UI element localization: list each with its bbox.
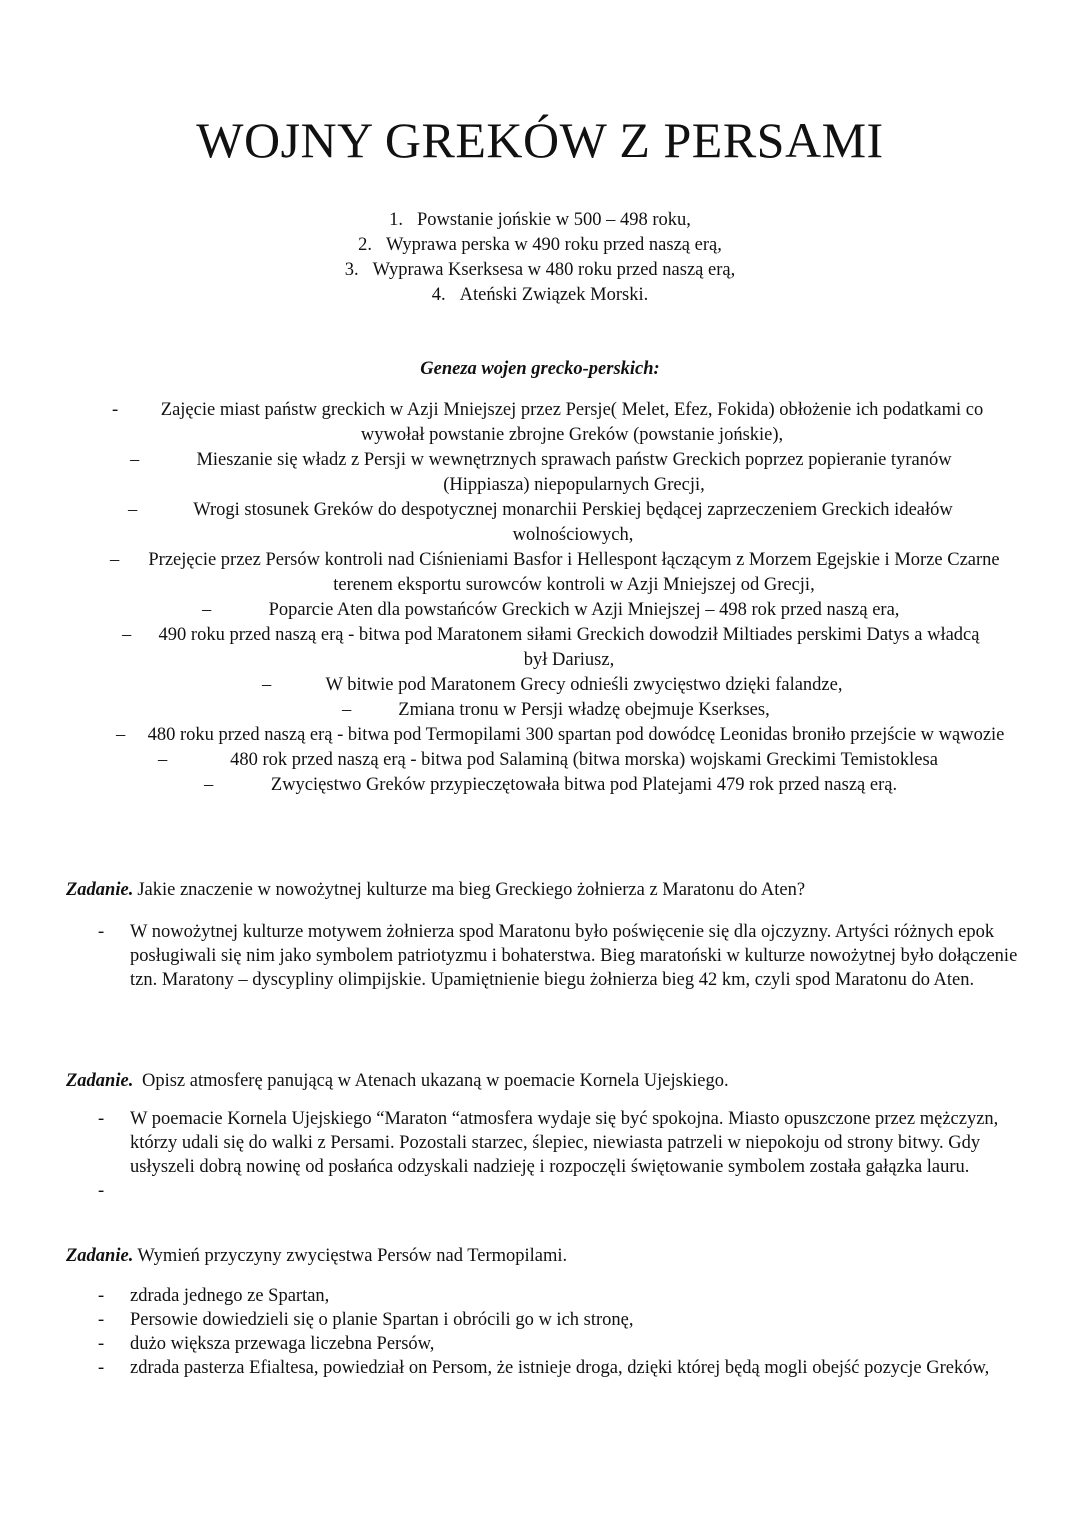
list-item-text: W bitwie pod Maratonem Grecy odnieśli zwycięstwo dzięki falandze,	[325, 675, 843, 695]
topic-number: 3.	[344, 260, 359, 280]
answer-item	[98, 1179, 1020, 1203]
topic-item	[0, 233, 1080, 258]
topic-item	[0, 258, 1080, 283]
page-title: WOJNY GREKÓW Z PERSAMI	[196, 112, 884, 168]
task-question	[66, 1244, 1026, 1268]
list-item	[92, 448, 1022, 498]
task-label: Zadanie.	[66, 880, 134, 900]
task-label: Zadanie.	[66, 1071, 134, 1091]
bullet-dash: -	[98, 1358, 105, 1378]
list-item	[92, 548, 1022, 598]
bullet-dash: -	[98, 1286, 105, 1306]
topic-item	[0, 208, 1080, 233]
answer-text: Persowie dowiedzieli się o planie Spartan i obrócili go w ich stronę,	[130, 1310, 634, 1330]
task-section	[66, 1069, 1026, 1203]
list-item	[92, 623, 1022, 673]
answer-item	[98, 1308, 1020, 1332]
answer-item	[98, 1107, 1020, 1179]
list-item-text: Wrogi stosunek Greków do despotycznej monarchii Perskiej będącej zaprzeczeniem Greckich ideałów wolnościowych,	[193, 500, 953, 545]
list-item-text: Poparcie Aten dla powstańców Greckich w Azji Mniejszej – 498 rok przed naszą era,	[268, 600, 900, 620]
list-item-text: Zmiana tronu w Persji władzę obejmuje Kserkses,	[398, 700, 770, 720]
topic-number: 4.	[431, 285, 446, 305]
list-item	[92, 748, 1022, 773]
section-heading-genesis: Geneza wojen grecko-perskich:	[420, 359, 660, 379]
bullet-dash: –	[204, 775, 214, 795]
bullet-dash: –	[116, 725, 126, 745]
topic-list	[0, 208, 1080, 308]
list-item-text: 480 rok przed naszą erą - bitwa pod Salaminą (bitwa morska) wojskami Greckimi Temistoklesa	[230, 750, 938, 770]
list-item	[92, 673, 1022, 698]
task-question-text: Opisz atmosferę panującą w Atenach ukazaną w poemacie Kornela Ujejskiego.	[141, 1071, 729, 1091]
answer-text: zdrada jednego ze Spartan,	[130, 1286, 330, 1306]
list-item-text: Przejęcie przez Persów kontroli nad Ciśnieniami Basfor i Hellespont łączącym z Morzem Egejskie i Morze Czarne terenem eksportu surowców kontroli w Azji Mniejszej od Grecji,	[148, 550, 1000, 595]
bullet-dash: -	[98, 922, 105, 942]
topic-text: Wyprawa Kserksesa w 480 roku przed naszą erą,	[372, 260, 736, 280]
answer-item	[98, 1356, 1020, 1380]
topic-number: 1.	[389, 210, 403, 230]
answer-text: zdrada pasterza Efialtesa, powiedział on Persom, że istnieje droga, dzięki której będą mogli obejść pozycje Greków,	[130, 1358, 990, 1378]
list-item	[92, 598, 1022, 623]
task-question-text: Jakie znaczenie w nowożytnej kulturze ma bieg Greckiego żołnierza z Maratonu do Aten?	[137, 880, 806, 900]
answer-list	[98, 1107, 1020, 1203]
bullet-dash: -	[98, 1334, 105, 1354]
topic-number: 2.	[358, 235, 372, 255]
topic-item	[0, 283, 1080, 308]
list-item	[92, 698, 1022, 723]
answer-item	[98, 920, 1020, 992]
task-question	[66, 1069, 1026, 1093]
bullet-dash: –	[342, 700, 352, 720]
bullet-dash: –	[110, 550, 120, 570]
list-item-text: 480 roku przed naszą erą - bitwa pod Termopilami 300 spartan pod dowódcę Leonidas broniło przejście w wąwozie	[147, 725, 1005, 745]
list-item	[92, 723, 1022, 748]
answer-text: W nowożytnej kulturze motywem żołnierza spod Maratonu było poświęcenie się dla ojczyzny. Artyści różnych epok posługiwali się nim jako symbolem patriotyzmu i bohaterstwa. Bieg maratoński w kulturze nowożytnej było dołączenie tzn. Maratony – dyscypliny olimpijskie. Upamiętnienie biegu żołnierza bieg 42 km, czyli spod Maratonu do Aten.	[130, 922, 1018, 990]
list-item-text: Mieszanie się władz z Persji w wewnętrznych sprawach państw Greckich poprzez popieranie tyranów (Hippiasza) niepopularnych Grecji,	[196, 450, 952, 495]
topic-text: Powstanie jońskie w 500 – 498 roku,	[416, 210, 691, 230]
answer-list	[98, 1284, 1020, 1380]
answer-text: W poemacie Kornela Ujejskiego “Maraton “atmosfera wydaje się być spokojna. Miasto opuszczone przez mężczyzn, którzy udali się do walki z Persami. Pozostali starzec, ślepiec, niewiasta patrzeli w niepokoju od strony bitwy. Gdy usłyszeli dobrą nowinę od posłańca odzyskali nadzieję i rozpoczęli świętowanie symbolem została gałązka lauru.	[130, 1109, 999, 1177]
bullet-dash: –	[130, 450, 140, 470]
bullet-dash: –	[262, 675, 272, 695]
task-label: Zadanie.	[66, 1246, 134, 1266]
answer-text: dużo większa przewaga liczebna Persów,	[130, 1334, 435, 1354]
list-item	[92, 773, 1022, 798]
list-item-text: Zajęcie miast państw greckich w Azji Mniejszej przez Persje( Melet, Efez, Fokida) obłożenie ich podatkami co wywołał powstanie zbrojne Greków (powstanie jońskie),	[160, 400, 984, 445]
bullet-dash: –	[158, 750, 168, 770]
list-item-text: Zwycięstwo Greków przypieczętowała bitwa pod Platejami 479 rok przed naszą erą.	[270, 775, 898, 795]
list-item-text: 490 roku przed naszą erą - bitwa pod Maratonem siłami Greckich dowodził Miltiades perskimi Datys a władcą był Dariusz,	[158, 625, 980, 670]
list-item	[92, 498, 1022, 548]
answer-list	[98, 920, 1020, 992]
topic-text: Wyprawa perska w 490 roku przed naszą erą,	[386, 235, 722, 255]
bullet-dash: -	[98, 1181, 105, 1201]
topic-text: Ateński Związek Morski.	[459, 285, 649, 305]
task-question	[66, 878, 1026, 902]
answer-item	[98, 1332, 1020, 1356]
bullet-dash: –	[128, 500, 138, 520]
bullet-dash: -	[98, 1109, 105, 1129]
answer-item	[98, 1284, 1020, 1308]
task-question-text: Wymień przyczyny zwycięstwa Persów nad Termopilami.	[137, 1246, 568, 1266]
bullet-dash: -	[98, 1310, 105, 1330]
genesis-list	[92, 398, 1022, 798]
bullet-dash: -	[112, 400, 119, 420]
bullet-dash: –	[202, 600, 212, 620]
bullet-dash: –	[122, 625, 132, 645]
list-item	[92, 398, 1022, 448]
task-section	[66, 1244, 1026, 1380]
task-section	[66, 878, 1026, 992]
